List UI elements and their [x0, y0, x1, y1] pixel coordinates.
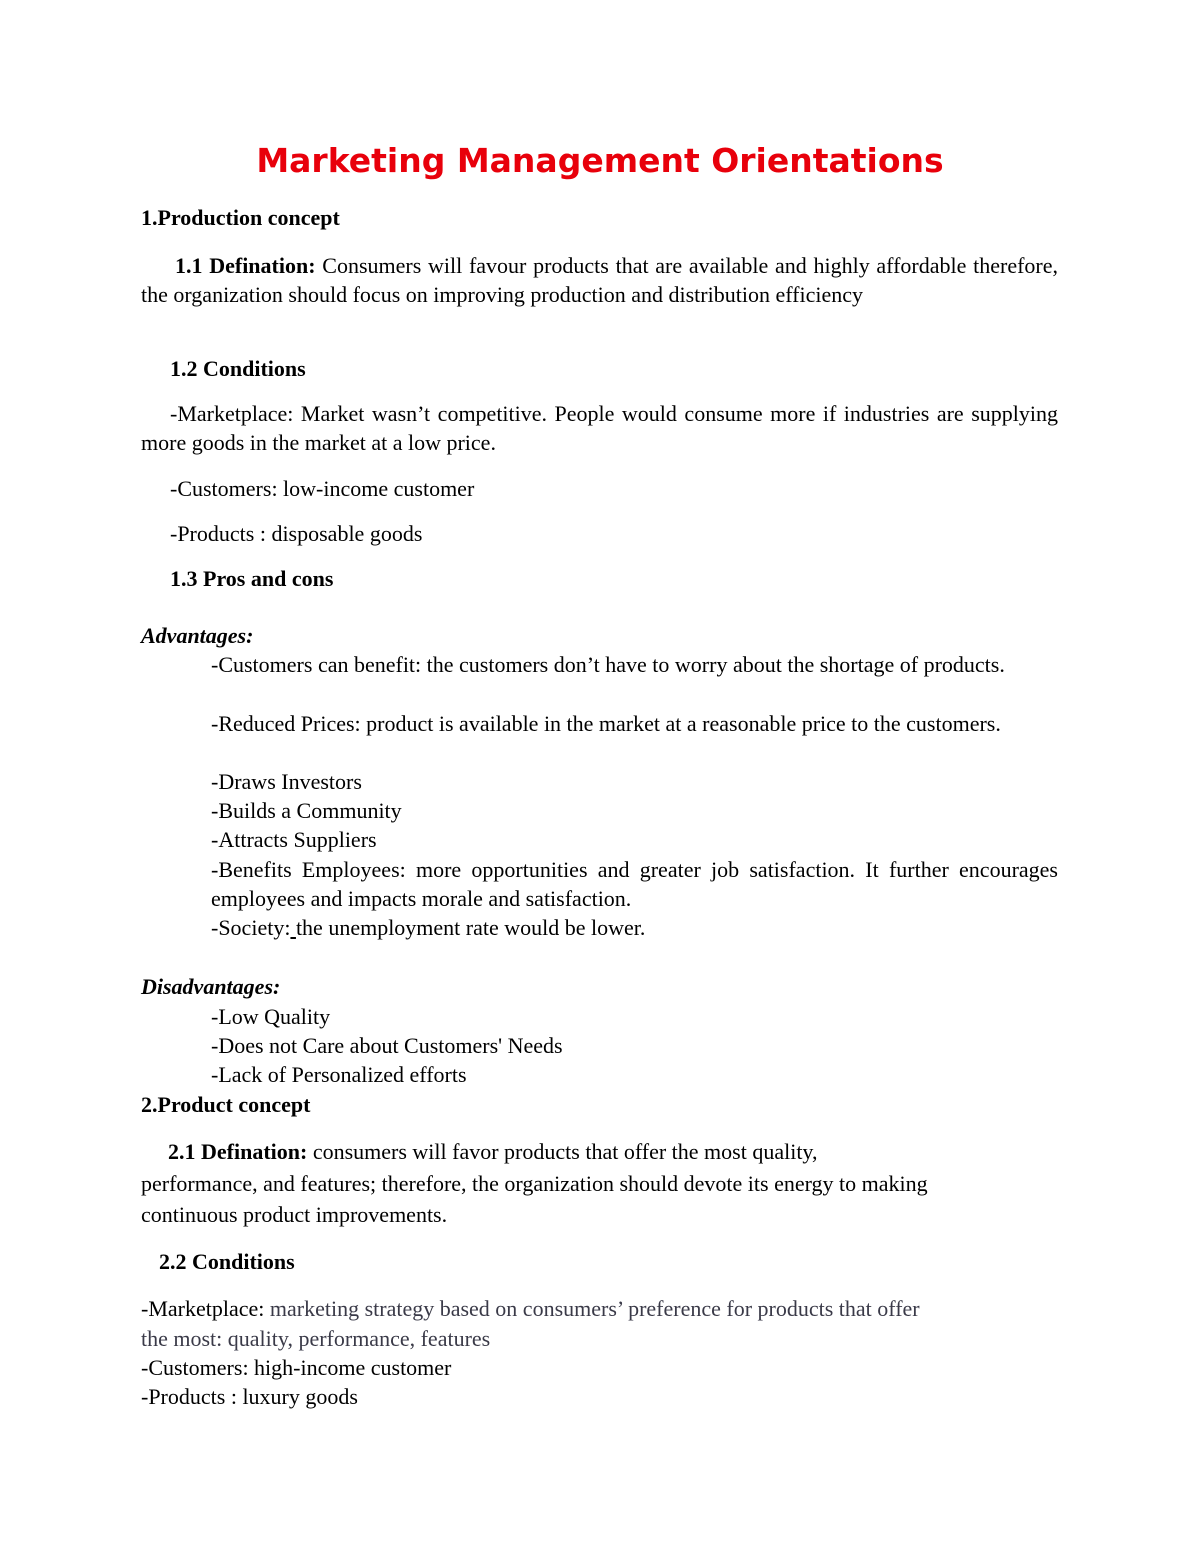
advantages-label: Advantages: [141, 623, 254, 648]
section-2-definition-line3: continuous product improvements. [141, 1202, 448, 1227]
advantage-society-text: the unemployment rate would be lower. [295, 915, 646, 940]
advantage-item [211, 913, 645, 942]
section-1-pros-cons-heading: 1.3 Pros and cons [170, 566, 334, 591]
disadvantage-item: -Lack of Personalized efforts [211, 1062, 467, 1087]
advantage-item: -Reduced Prices: product is available in the market at a reasonable price to the customers. [211, 711, 1001, 736]
document-title: Marketing Management Orientations [256, 141, 944, 180]
section-2-definition-line1 [141, 1137, 818, 1166]
section-1-products: -Products : disposable goods [170, 521, 423, 546]
advantage-item: -Draws Investors [211, 769, 362, 794]
definition-label: 2.1 Defination: [168, 1139, 308, 1164]
definition-label: 1.1 Defination: [175, 253, 316, 278]
definition-text: consumers will favor products that offer the most quality, [307, 1139, 818, 1164]
section-1-customers: -Customers: low-income customer [170, 476, 475, 501]
advantage-society-label: -Society: [211, 915, 291, 940]
disadvantage-item: -Does not Care about Customers' Needs [211, 1033, 563, 1058]
advantage-item: -Builds a Community [211, 798, 402, 823]
disadvantage-item: -Low Quality [211, 1004, 331, 1029]
section-2-definition-line2: performance, and features; therefore, the organization should devote its energy to making [141, 1171, 928, 1196]
disadvantages-label: Disadvantages: [141, 974, 281, 999]
marketplace-label: -Marketplace: [141, 1296, 265, 1321]
advantage-item: -Customers can benefit: the customers don’t have to worry about the shortage of products. [211, 652, 1005, 677]
section-2-marketplace-line2: the most: quality, performance, features [141, 1326, 491, 1351]
section-1-definition [141, 251, 1058, 309]
section-1-heading: 1.Production concept [141, 205, 340, 230]
section-1-marketplace: -Marketplace: Market wasn’t competitive. People would consume more if industries are supplying more goods in the market at a low price. [141, 401, 1058, 455]
section-2-customers: -Customers: high-income customer [141, 1355, 452, 1380]
marketplace-text: marketing strategy based on consumers’ preference for products that offer [264, 1296, 920, 1321]
definition-text: Consumers will favour products that are available and highly affordable therefore, the organization should focus on improving production and distribution efficiency [141, 253, 1059, 307]
advantage-item: -Benefits Employees: more opportunities and greater job satisfaction. It further encourages employees and impacts morale and satisfaction. [211, 857, 1058, 911]
section-2-marketplace-line1 [141, 1294, 920, 1323]
advantage-item: -Attracts Suppliers [211, 827, 377, 852]
section-2-products: -Products : luxury goods [141, 1384, 358, 1409]
section-1-conditions-heading: 1.2 Conditions [170, 356, 306, 381]
section-2-conditions-heading: 2.2 Conditions [159, 1249, 295, 1274]
section-2-heading: 2.Product concept [141, 1092, 311, 1117]
